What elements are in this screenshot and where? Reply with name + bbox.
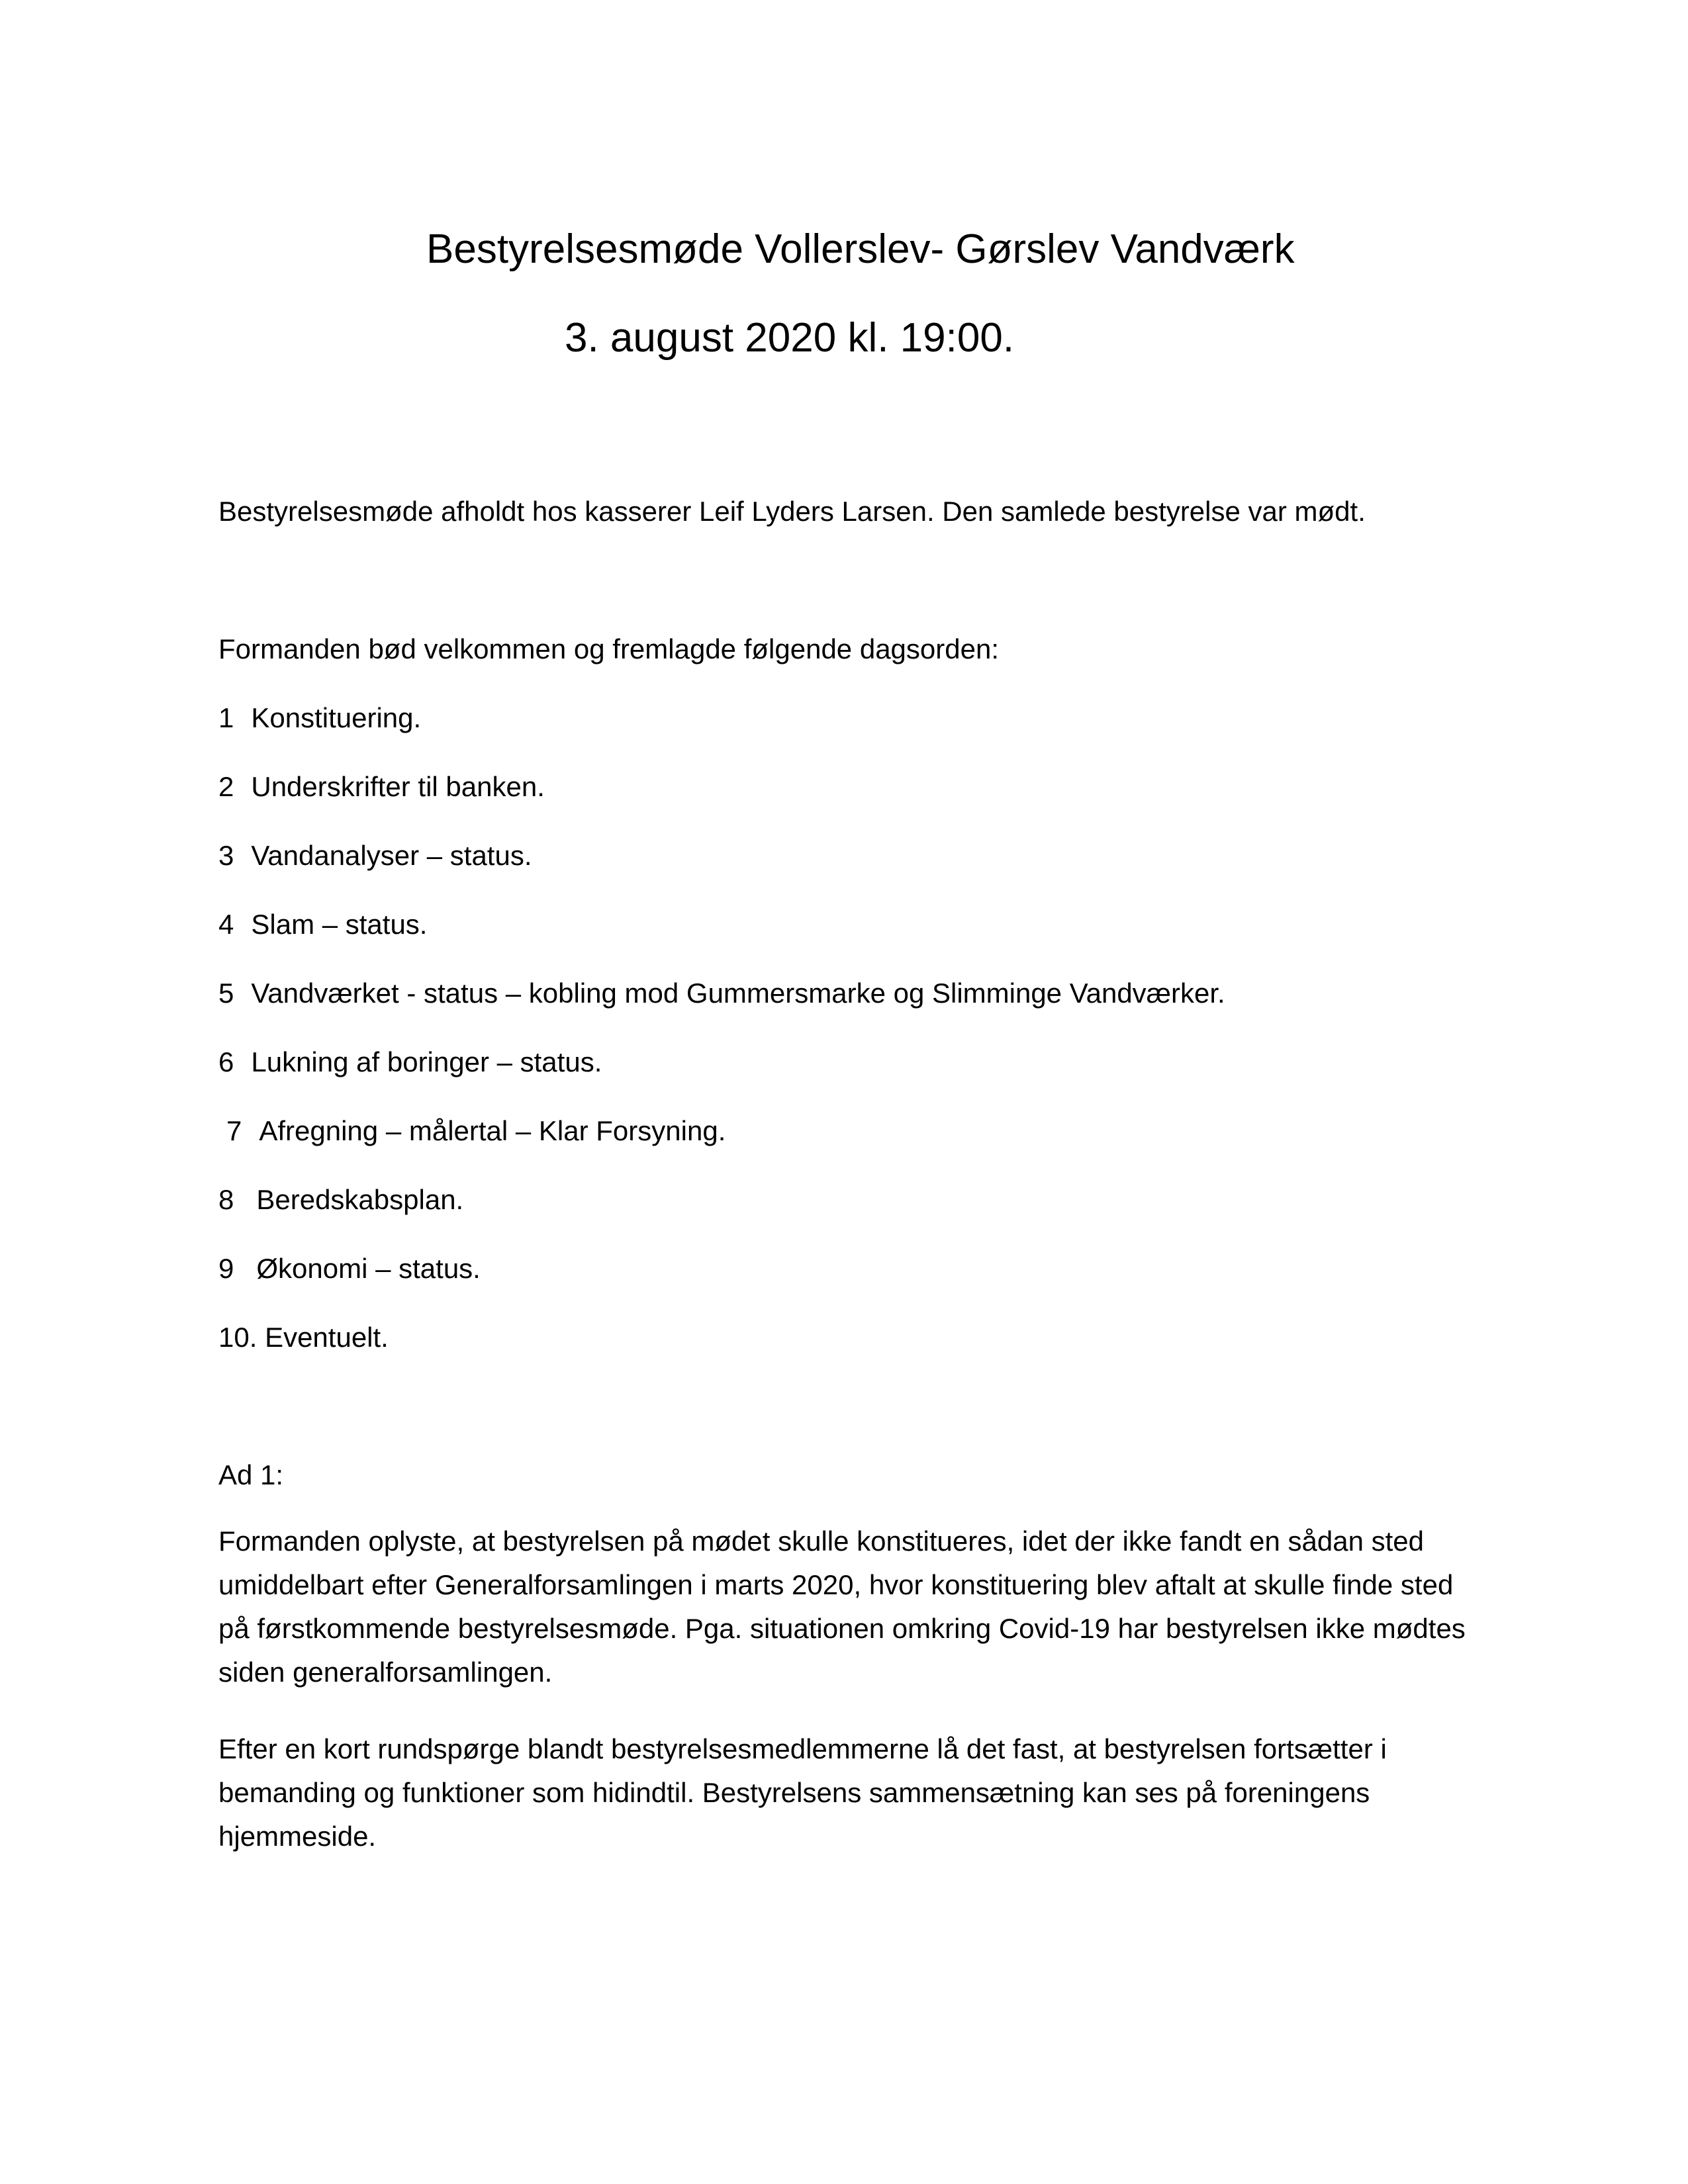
agenda-item-number: 6 — [218, 1046, 234, 1077]
paragraph: Efter en kort rundspørge blandt bestyrelsesmedlemmerne lå det fast, at bestyrelsen fortsætter i bemanding og funktioner som hidindtil. Bestyrelsens sammensætning kan ses på foreningens hjemmeside. — [218, 1733, 1387, 1852]
agenda-item — [218, 842, 532, 870]
agenda-item-text: Afregning – målertal – Klar Forsyning. — [259, 1115, 726, 1146]
agenda-item-text: Konstituering. — [251, 702, 422, 733]
agenda-item-text: Lukning af boringer – status. — [251, 1046, 602, 1077]
agenda-item-number: 1 — [218, 702, 234, 733]
agenda-item — [226, 1117, 726, 1145]
agenda-item-number: 2 — [218, 771, 234, 802]
agenda-item-number: 7 — [226, 1115, 242, 1146]
agenda-item-text: Beredskabsplan. — [256, 1184, 464, 1215]
document-title: Bestyrelsesmøde Vollerslev- Gørslev Vandværk — [426, 226, 1295, 272]
agenda-item-number: 9 — [218, 1253, 234, 1284]
agenda-item — [218, 1255, 481, 1283]
section-heading: Ad 1: — [218, 1459, 284, 1490]
agenda-item-number: 3 — [218, 840, 234, 871]
agenda-item-number: 4 — [218, 909, 234, 940]
intro-text: Bestyrelsesmøde afholdt hos kasserer Leif Lyders Larsen. Den samlede bestyrelse var mødt. — [218, 496, 1366, 527]
agenda-item-text: Eventuelt. — [265, 1322, 389, 1353]
agenda-item — [218, 911, 427, 938]
meeting-date: 3. august 2020 kl. 19:00. — [565, 315, 1015, 361]
agenda-item — [218, 1186, 463, 1214]
agenda-item-text: Vandværket - status – kobling mod Gummersmarke og Slimminge Vandværker. — [251, 978, 1225, 1009]
agenda-item-number: 5 — [218, 978, 234, 1009]
agenda-item-text: Vandanalyser – status. — [251, 840, 532, 871]
agenda-item — [218, 979, 1225, 1007]
agenda-item-text: Økonomi – status. — [256, 1253, 481, 1284]
agenda-intro: Formanden bød velkommen og fremlagde følgende dagsorden: — [218, 633, 999, 664]
agenda-item-text: Slam – status. — [251, 909, 428, 940]
agenda-item — [218, 704, 421, 732]
agenda-item — [218, 773, 545, 801]
agenda-item — [218, 1324, 389, 1351]
agenda-item-number: 10. — [218, 1322, 258, 1353]
agenda-item-text: Underskrifter til banken. — [251, 771, 545, 802]
agenda-item — [218, 1048, 602, 1076]
agenda-item-number: 8 — [218, 1184, 234, 1215]
paragraph: Formanden oplyste, at bestyrelsen på mødet skulle konstitueres, idet der ikke fandt en sådan sted umiddelbart efter Generalforsamlingen i marts 2020, hvor konstituering blev aftalt at skulle finde sted på førstkommende bestyrelsesmøde. Pga. situationen omkring Covid-19 har bestyrelsen ikke mødtes siden generalforsamlingen. — [218, 1525, 1466, 1688]
